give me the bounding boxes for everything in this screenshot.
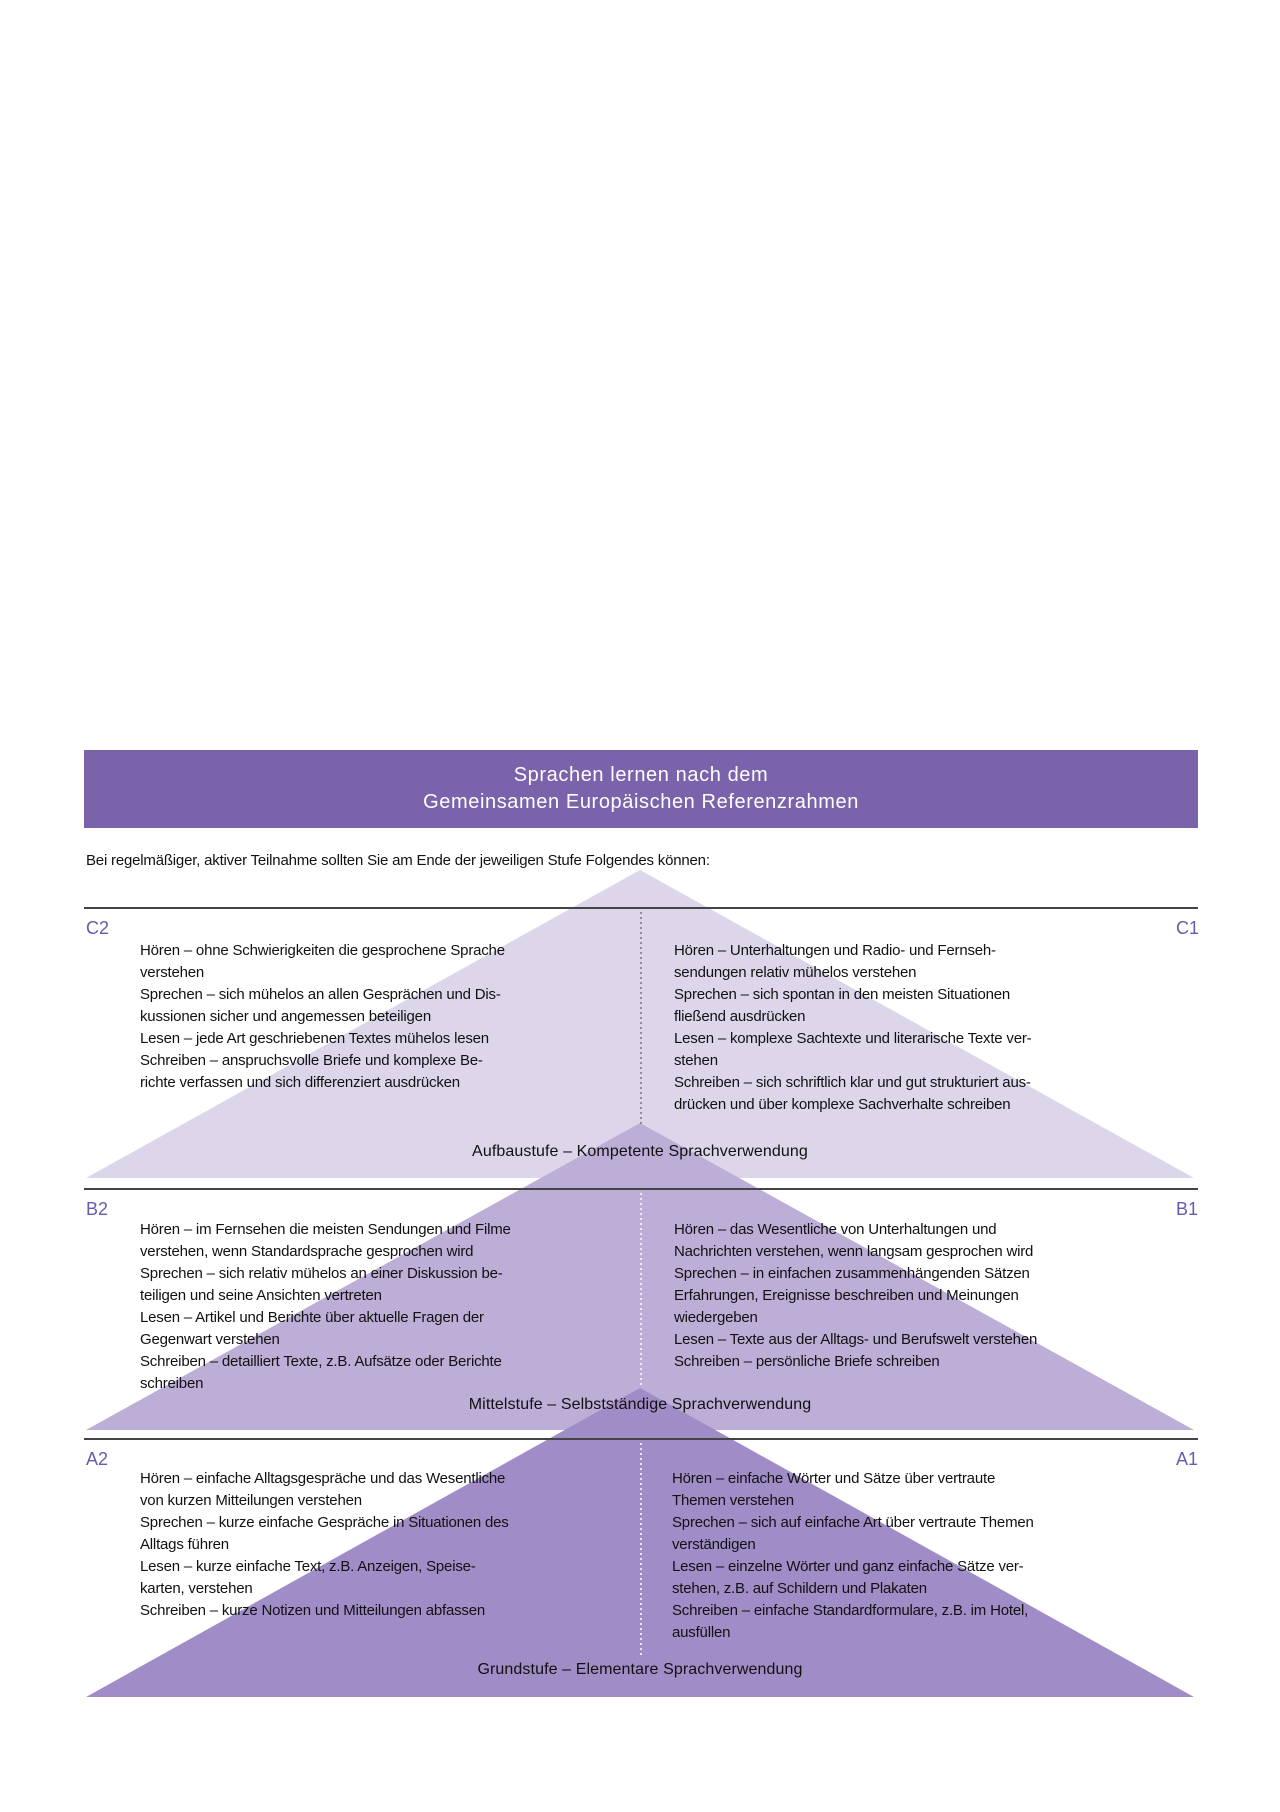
level-label-c2: C2: [86, 918, 110, 938]
c1-line: Lesen – komplexe Sachtexte und literarische Texte ver-: [674, 1030, 1032, 1047]
level-b1-description: [674, 1219, 1037, 1373]
c1-line: drücken und über komplexe Sachverhalte schreiben: [674, 1096, 1011, 1113]
a1-line: stehen, z.B. auf Schildern und Plakaten: [672, 1580, 927, 1597]
b2-line: Hören – im Fernsehen die meisten Sendungen und Filme: [140, 1221, 511, 1238]
c1-line: sendungen relativ mühelos verstehen: [674, 964, 917, 981]
b2-line: Sprechen – sich relativ mühelos an einer Diskussion be-: [140, 1265, 503, 1282]
level-label-c1: C1: [1176, 918, 1200, 938]
a2-line: karten, verstehen: [140, 1580, 253, 1597]
b1-line: Lesen – Texte aus der Alltags- und Berufswelt verstehen: [674, 1331, 1038, 1348]
c2-line: Sprechen – sich mühelos an allen Gesprächen und Dis-: [140, 986, 501, 1003]
a2-line: Lesen – kurze einfache Text, z.B. Anzeigen, Speise-: [140, 1558, 476, 1575]
a1-line: ausfüllen: [672, 1624, 731, 1641]
c2-line: verstehen: [140, 964, 205, 981]
title-line-2: Gemeinsamen Europäischen Referenzrahmen: [423, 791, 859, 813]
a2-line: Hören – einfache Alltagsgespräche und das Wesentliche: [140, 1470, 506, 1487]
stage-label-middle: Mittelstufe – Selbstständige Sprachverwendung: [468, 1396, 812, 1413]
title-line-1: Sprachen lernen nach dem: [513, 764, 769, 786]
b2-line: Schreiben – detailliert Texte, z.B. Aufsätze oder Berichte: [140, 1353, 502, 1370]
level-label-b1: B1: [1176, 1199, 1199, 1219]
a1-line: Lesen – einzelne Wörter und ganz einfache Sätze ver-: [672, 1558, 1024, 1575]
b2-line: verstehen, wenn Standardsprache gesprochen wird: [140, 1243, 474, 1260]
c1-line: stehen: [674, 1052, 718, 1069]
stage-label-bottom: Grundstufe – Elementare Sprachverwendung: [477, 1661, 803, 1678]
c2-line: Schreiben – anspruchsvolle Briefe und komplexe Be-: [140, 1052, 483, 1069]
c1-line: Schreiben – sich schriftlich klar und gut strukturiert aus-: [674, 1074, 1031, 1091]
a1-line: Sprechen – sich auf einfache Art über vertraute Themen: [672, 1514, 1034, 1531]
c2-line: Lesen – jede Art geschriebenen Textes mühelos lesen: [140, 1030, 489, 1047]
level-label-a1: A1: [1176, 1449, 1199, 1469]
level-c2-description: [140, 940, 505, 1094]
a2-line: Schreiben – kurze Notizen und Mitteilungen abfassen: [140, 1602, 486, 1619]
stage-label-top: Aufbaustufe – Kompetente Sprachverwendung: [472, 1143, 808, 1160]
b2-line: Lesen – Artikel und Berichte über aktuelle Fragen der: [140, 1309, 484, 1326]
c2-line: richte verfassen und sich differenziert ausdrücken: [140, 1074, 460, 1091]
c1-line: fließend ausdrücken: [674, 1008, 806, 1025]
a2-line: von kurzen Mitteilungen verstehen: [140, 1492, 362, 1509]
a1-line: Schreiben – einfache Standardformulare, z.B. im Hotel,: [672, 1602, 1029, 1619]
b2-line: teiligen und seine Ansichten vertreten: [140, 1287, 382, 1304]
b2-line: Gegenwart verstehen: [140, 1331, 280, 1348]
level-label-b2: B2: [86, 1199, 109, 1219]
b1-line: Sprechen – in einfachen zusammenhängenden Sätzen: [674, 1265, 1030, 1282]
c1-line: Hören – Unterhaltungen und Radio- und Fernseh-: [674, 942, 996, 959]
level-label-a2: A2: [86, 1449, 109, 1469]
level-a2-description: [140, 1468, 509, 1622]
a1-line: verständigen: [672, 1536, 756, 1553]
c2-line: Hören – ohne Schwierigkeiten die gesprochene Sprache: [140, 942, 505, 959]
b1-line: Nachrichten verstehen, wenn langsam gesprochen wird: [674, 1243, 1034, 1260]
intro-text: Bei regelmäßiger, aktiver Teilnahme sollten Sie am Ende der jeweiligen Stufe Folgendes können:: [86, 852, 710, 869]
a2-line: Sprechen – kurze einfache Gespräche in Situationen des: [140, 1514, 509, 1531]
a1-line: Themen verstehen: [672, 1492, 794, 1509]
level-c1-description: [674, 940, 1031, 1116]
c1-line: Sprechen – sich spontan in den meisten Situationen: [674, 986, 1011, 1003]
b1-line: wiedergeben: [674, 1309, 758, 1326]
level-a1-description: [672, 1468, 1034, 1644]
b1-line: Erfahrungen, Ereignisse beschreiben und Meinungen: [674, 1287, 1019, 1304]
c2-line: kussionen sicher und angemessen beteiligen: [140, 1008, 431, 1025]
level-b2-description: [140, 1219, 511, 1395]
b1-line: Schreiben – persönliche Briefe schreiben: [674, 1353, 940, 1370]
a2-line: Alltags führen: [140, 1536, 229, 1553]
b2-line: schreiben: [140, 1375, 204, 1392]
b1-line: Hören – das Wesentliche von Unterhaltungen und: [674, 1221, 997, 1238]
a1-line: Hören – einfache Wörter und Sätze über vertraute: [672, 1470, 996, 1487]
